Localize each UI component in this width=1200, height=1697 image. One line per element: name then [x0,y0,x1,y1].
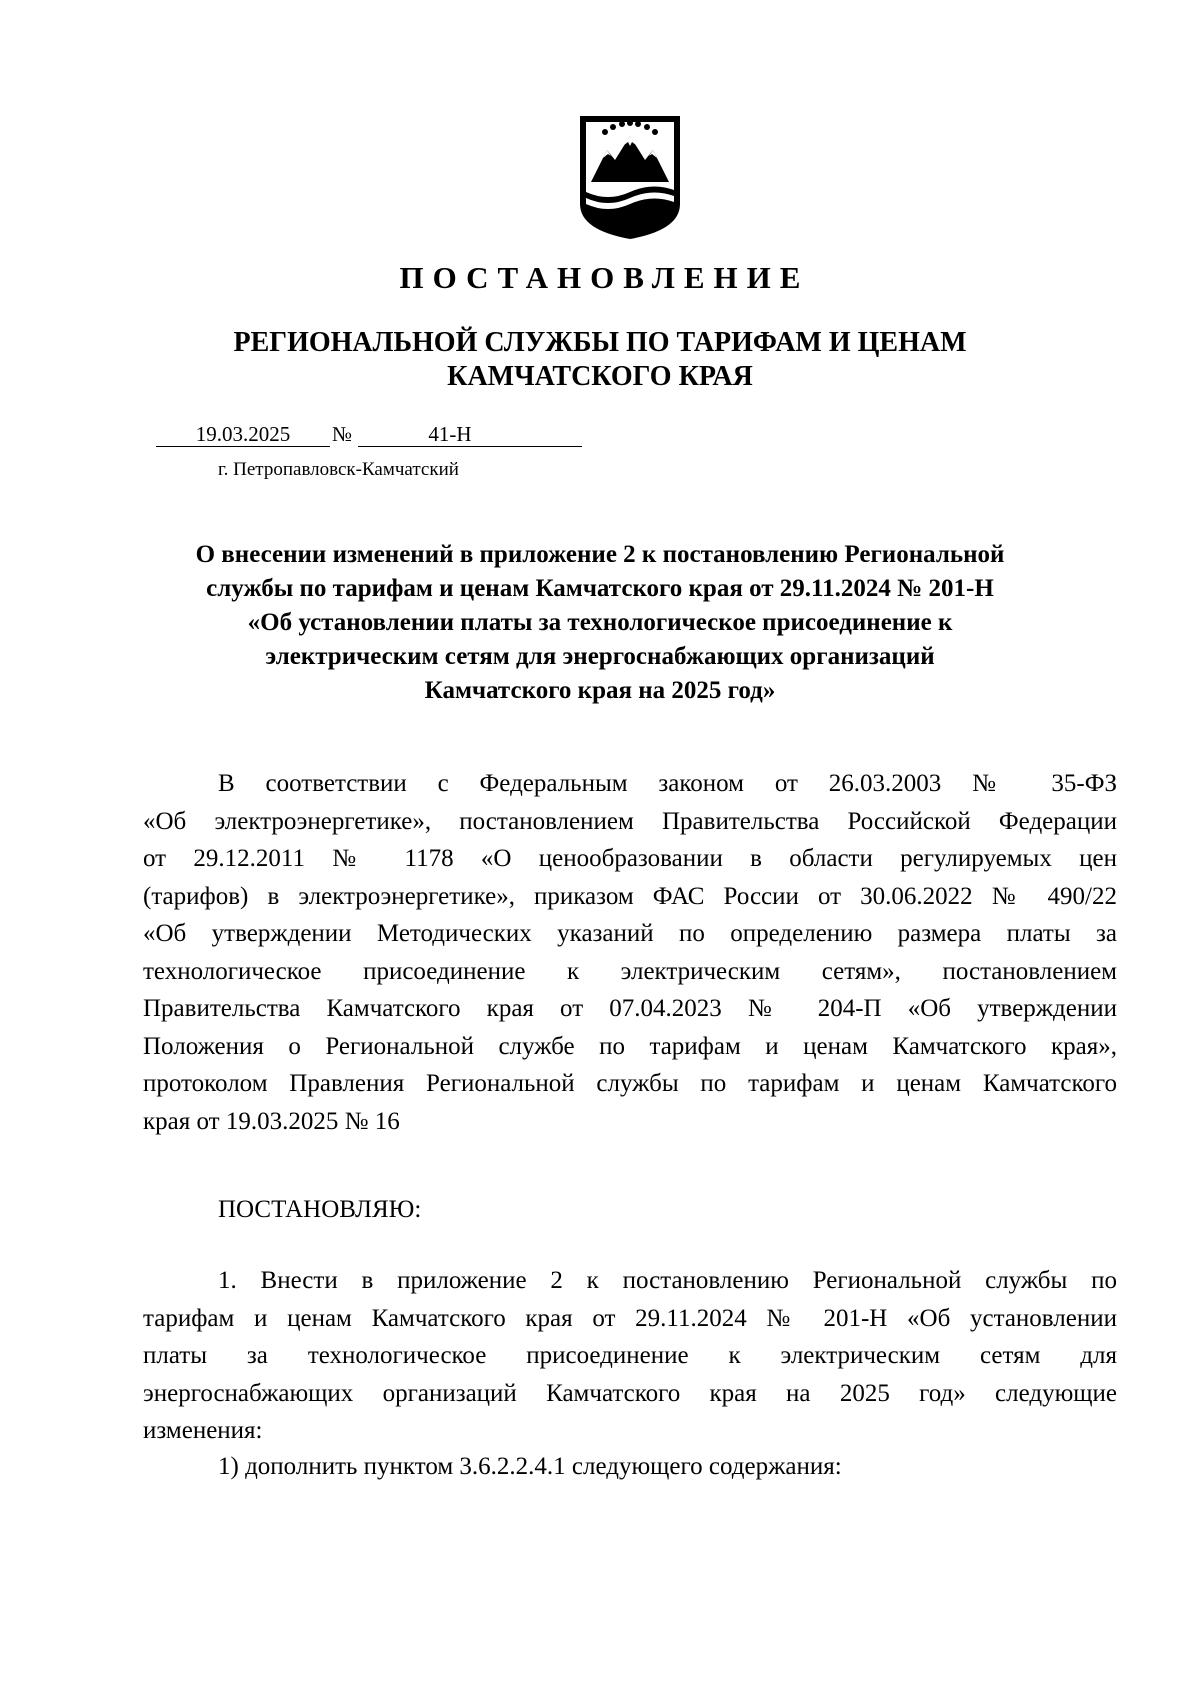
kamchatka-coat-of-arms-icon [577,112,683,242]
document-date: 19.03.2025 [156,422,330,447]
subject-line: службы по тарифам и ценам Камчатского края от 29.11.2024 № 201-Н [206,575,994,602]
item-1-line: тарифам и ценам Камчатского края от 29.11.2024 № 201-Н «Об установлении [143,1304,1117,1332]
preamble-line: края от 19.03.2025 № 16 [143,1107,400,1135]
subject-line: Камчатского края на 2025 год» [424,677,776,704]
item-1-line: изменения: [143,1417,263,1444]
preamble-line: Правительства Камчатского края от 07.04.2023 № 204-П «Об утверждении [143,995,1117,1022]
subject-line: «Об установлении платы за технологическое присоединение к [247,609,953,636]
document-number: 41-Н [358,422,582,447]
subject-line: О внесении изменений в приложение 2 к постановлению Региональной [195,541,1005,568]
preamble-line: протоколом Правления Региональной службы по тарифам и ценам Камчатского [143,1070,1117,1097]
subject-line: электрическим сетям для энергоснабжающих организаций [265,643,935,670]
document-title: ПОСТАНОВЛЕНИЕ [399,260,810,295]
number-sign: № [332,422,353,446]
preamble-line: В соответствии с Федеральным законом от 26.03.2003 № 35-ФЗ [218,770,1117,797]
organization-line: КАМЧАТСКОГО КРАЯ [447,361,753,392]
preamble-line: от 29.12.2011 № 1178 «О ценообразовании в области регулируемых цен [143,845,1117,872]
preamble-paragraph [143,765,1117,1140]
document-city: г. Петропавловск-Камчатский [218,459,459,480]
issuing-organization [0,326,1200,394]
item-1-paragraph [143,1262,1117,1450]
preamble-line: технологическое присоединение к электрическим сетям», постановлением [143,957,1117,985]
item-1-line: энергоснабжающих организаций Камчатского края на 2025 год» следующие [143,1379,1117,1407]
decree-word: ПОСТАНОВЛЯЮ: [218,1196,422,1223]
preamble-line: Положения о Региональной службе по тарифам и ценам Камчатского края», [143,1032,1117,1060]
subitem-1: 1) дополнить пунктом 3.6.2.2.4.1 следующего содержания: [218,1453,842,1480]
preamble-line: «Об электроэнергетике», постановлением Правительства Российской Федерации [143,807,1117,835]
preamble-line: (тарифов) в электроэнергетике», приказом ФАС России от 30.06.2022 № 490/22 [143,882,1117,910]
organization-line: РЕГИОНАЛЬНОЙ СЛУЖБЫ ПО ТАРИФАМ И ЦЕНАМ [233,327,967,358]
item-1-line: платы за технологическое присоединение к электрическим сетям для [143,1342,1117,1369]
document-subject [0,538,1200,708]
item-1-line: 1. Внести в приложение 2 к постановлению Региональной службы по [218,1267,1117,1294]
preamble-line: «Об утверждении Методических указаний по определению размера платы за [143,920,1117,947]
